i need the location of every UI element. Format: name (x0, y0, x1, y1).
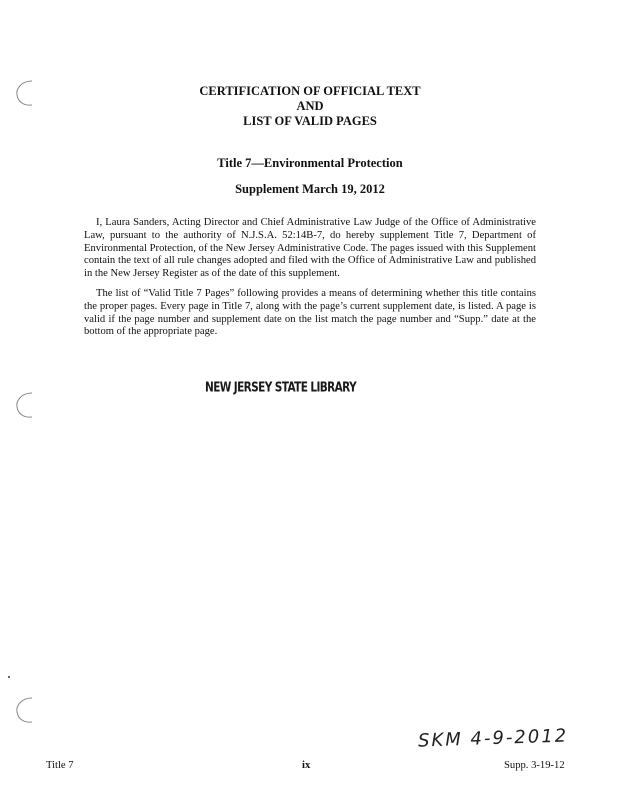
library-stamp: NEW JERSEY STATE LIBRARY (205, 380, 357, 395)
footer-supplement: Supp. 3-19-12 (504, 760, 565, 771)
certification-heading (140, 84, 480, 129)
supplement-date: Supplement March 19, 2012 (235, 182, 385, 196)
page-number: ix (302, 760, 311, 771)
paragraph-2: The list of “Valid Title 7 Pages” following provides a means of determining whether this title contains the proper pages. Every page in Title 7, along with the page’s current supplement date, is listed. A page is valid if the page number and supplement date on the list match the page number and “Supp.” date at the bottom of the appropriate page. (84, 288, 536, 338)
title-name: Title 7—Environmental Protection (217, 156, 403, 170)
valid-pages-paragraph (84, 288, 536, 339)
paragraph-1: I, Laura Sanders, Acting Director and Chief Administrative Law Judge of the Office of Administrative Law, pursuant to the authority of N.J.S.A. 52:14B-7, do hereby supplement Title 7, Department of Environmental Protection, of the New Jersey Administrative Code. The pages issued with this Supplement contain the text of all rule changes adopted and filed with the Office of Administrative Law and published in the New Jersey Register as of the date of this supplement. (84, 217, 536, 280)
punch-hole-icon (14, 78, 38, 108)
certification-paragraph (84, 217, 536, 281)
punch-hole-icon (14, 390, 38, 420)
handwritten-note: SKM 4-9-2012 (417, 725, 569, 752)
scan-speck (8, 676, 10, 678)
punch-hole-icon (14, 695, 38, 725)
heading-line-3: LIST OF VALID PAGES (243, 114, 377, 128)
heading-line-1: CERTIFICATION OF OFFICIAL TEXT (199, 84, 421, 98)
heading-line-2: AND (296, 99, 324, 113)
footer-title: Title 7 (46, 760, 74, 771)
